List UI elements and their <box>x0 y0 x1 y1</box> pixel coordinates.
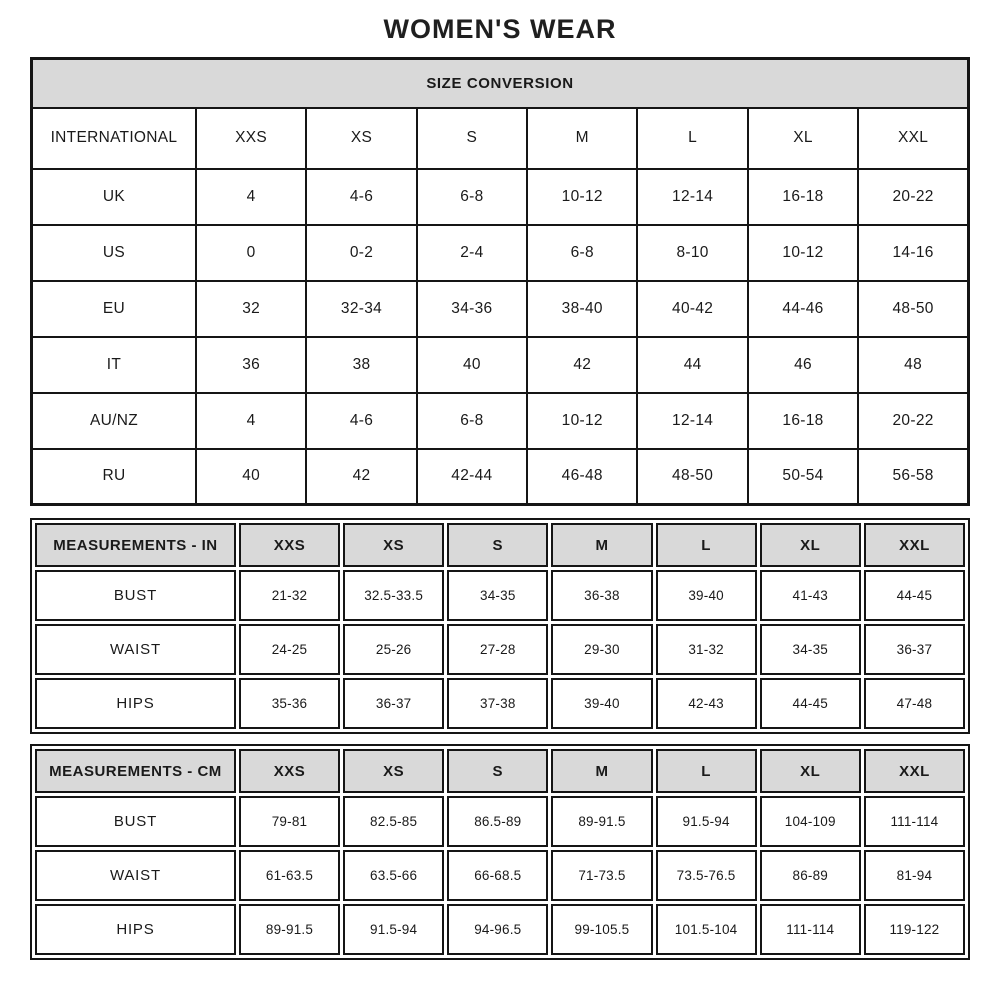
cell-it-xl: 46 <box>748 337 858 393</box>
cell-it-xxl: 48 <box>858 337 968 393</box>
measurements-in-body <box>35 523 965 729</box>
row-label-hips: HIPS <box>35 678 236 729</box>
measurements-in-row-waist <box>35 624 965 675</box>
row-label-us: US <box>32 225 196 281</box>
row-label-it: IT <box>32 337 196 393</box>
cell-hips-l: 42-43 <box>656 678 757 729</box>
cell-ru-m: 46-48 <box>527 449 637 505</box>
cell-uk-xl: 16-18 <box>748 169 858 225</box>
measurements-cm-row-hips <box>35 904 965 955</box>
cell-waist-s: 27-28 <box>447 624 548 675</box>
cell-waist-l: 31-32 <box>656 624 757 675</box>
table-header-measurements-cm: MEASUREMENTS - CM <box>35 749 236 793</box>
row-label-bust: BUST <box>35 796 236 847</box>
cell-it-m: 42 <box>527 337 637 393</box>
cell-bust-m: 89-91.5 <box>551 796 652 847</box>
cell-hips-xl: 44-45 <box>760 678 861 729</box>
cell-it-xs: 38 <box>306 337 416 393</box>
spacer <box>0 734 1000 744</box>
cell-it-l: 44 <box>637 337 747 393</box>
cell-uk-xs: 4-6 <box>306 169 416 225</box>
column-header-m: M <box>551 749 652 793</box>
column-header-xs: XS <box>343 749 444 793</box>
cell-ru-xxl: 56-58 <box>858 449 968 505</box>
cell-bust-xxs: 79-81 <box>239 796 340 847</box>
cell-waist-xxl: 36-37 <box>864 624 965 675</box>
size-row-it <box>32 337 969 393</box>
row-label-waist: WAIST <box>35 850 236 901</box>
measurements-cm-section <box>30 744 970 960</box>
cell-ru-xxs: 40 <box>196 449 306 505</box>
cell-eu-xxs: 32 <box>196 281 306 337</box>
cell-au-nz-s: 6-8 <box>417 393 527 449</box>
cell-uk-m: 10-12 <box>527 169 637 225</box>
size-conversion-body <box>32 59 969 505</box>
column-header-m: M <box>527 108 637 169</box>
measurements-in-header-row <box>35 523 965 567</box>
measurements-cm-row-bust <box>35 796 965 847</box>
cell-bust-xs: 82.5-85 <box>343 796 444 847</box>
size-row-au-nz <box>32 393 969 449</box>
row-label-uk: UK <box>32 169 196 225</box>
column-header-xs: XS <box>343 523 444 567</box>
cell-hips-xl: 111-114 <box>760 904 861 955</box>
cell-us-l: 8-10 <box>637 225 747 281</box>
measurements-cm-body <box>35 749 965 955</box>
table-header-measurements-in: MEASUREMENTS - IN <box>35 523 236 567</box>
cell-hips-s: 37-38 <box>447 678 548 729</box>
row-label-eu: EU <box>32 281 196 337</box>
cell-waist-xs: 63.5-66 <box>343 850 444 901</box>
cell-waist-xxs: 24-25 <box>239 624 340 675</box>
size-row-uk <box>32 169 969 225</box>
cell-uk-s: 6-8 <box>417 169 527 225</box>
cell-eu-l: 40-42 <box>637 281 747 337</box>
column-header-xxs: XXS <box>239 749 340 793</box>
size-row-ru <box>32 449 969 505</box>
column-header-xs: XS <box>306 108 416 169</box>
measurements-in-section <box>30 518 970 734</box>
row-label-au-nz: AU/NZ <box>32 393 196 449</box>
column-header-xl: XL <box>748 108 858 169</box>
cell-au-nz-xxl: 20-22 <box>858 393 968 449</box>
column-header-s: S <box>447 749 548 793</box>
column-header-xxs: XXS <box>239 523 340 567</box>
column-header-xl: XL <box>760 749 861 793</box>
cell-au-nz-xxs: 4 <box>196 393 306 449</box>
column-header-s: S <box>447 523 548 567</box>
cell-bust-m: 36-38 <box>551 570 652 621</box>
cell-uk-xxs: 4 <box>196 169 306 225</box>
cell-waist-xl: 86-89 <box>760 850 861 901</box>
size-conversion-banner: SIZE CONVERSION <box>32 59 969 108</box>
cell-us-xxs: 0 <box>196 225 306 281</box>
cell-bust-l: 91.5-94 <box>656 796 757 847</box>
size-chart-page <box>0 14 1000 960</box>
column-header-l: L <box>656 523 757 567</box>
cell-bust-l: 39-40 <box>656 570 757 621</box>
cell-waist-xxl: 81-94 <box>864 850 965 901</box>
column-header-xl: XL <box>760 523 861 567</box>
cell-waist-m: 71-73.5 <box>551 850 652 901</box>
cell-hips-m: 39-40 <box>551 678 652 729</box>
column-header-xxl: XXL <box>864 749 965 793</box>
cell-au-nz-m: 10-12 <box>527 393 637 449</box>
cell-us-s: 2-4 <box>417 225 527 281</box>
cell-hips-m: 99-105.5 <box>551 904 652 955</box>
cell-waist-xs: 25-26 <box>343 624 444 675</box>
cell-hips-xs: 36-37 <box>343 678 444 729</box>
cell-bust-xxl: 111-114 <box>864 796 965 847</box>
column-header-l: L <box>656 749 757 793</box>
cell-waist-s: 66-68.5 <box>447 850 548 901</box>
cell-hips-xxs: 89-91.5 <box>239 904 340 955</box>
column-header-xxl: XXL <box>864 523 965 567</box>
cell-us-xl: 10-12 <box>748 225 858 281</box>
column-header-l: L <box>637 108 747 169</box>
cell-eu-m: 38-40 <box>527 281 637 337</box>
cell-ru-xl: 50-54 <box>748 449 858 505</box>
cell-hips-xs: 91.5-94 <box>343 904 444 955</box>
size-row-us <box>32 225 969 281</box>
measurements-in-row-bust <box>35 570 965 621</box>
cell-bust-s: 86.5-89 <box>447 796 548 847</box>
cell-uk-xxl: 20-22 <box>858 169 968 225</box>
cell-bust-s: 34-35 <box>447 570 548 621</box>
size-row-eu <box>32 281 969 337</box>
cell-eu-xxl: 48-50 <box>858 281 968 337</box>
cell-bust-xl: 41-43 <box>760 570 861 621</box>
cell-uk-l: 12-14 <box>637 169 747 225</box>
cell-eu-s: 34-36 <box>417 281 527 337</box>
measurements-cm-header-row <box>35 749 965 793</box>
cell-us-xs: 0-2 <box>306 225 416 281</box>
cell-bust-xxl: 44-45 <box>864 570 965 621</box>
cell-ru-xs: 42 <box>306 449 416 505</box>
cell-us-xxl: 14-16 <box>858 225 968 281</box>
page-title: WOMEN'S WEAR <box>383 14 617 44</box>
cell-ru-l: 48-50 <box>637 449 747 505</box>
cell-hips-xxl: 47-48 <box>864 678 965 729</box>
measurements-in-table <box>32 520 968 732</box>
cell-waist-l: 73.5-76.5 <box>656 850 757 901</box>
cell-waist-xl: 34-35 <box>760 624 861 675</box>
cell-waist-m: 29-30 <box>551 624 652 675</box>
cell-us-m: 6-8 <box>527 225 637 281</box>
measurements-cm-table <box>32 746 968 958</box>
cell-it-xxs: 36 <box>196 337 306 393</box>
cell-au-nz-l: 12-14 <box>637 393 747 449</box>
spacer <box>0 506 1000 518</box>
cell-hips-s: 94-96.5 <box>447 904 548 955</box>
cell-ru-s: 42-44 <box>417 449 527 505</box>
row-label-waist: WAIST <box>35 624 236 675</box>
cell-bust-xs: 32.5-33.5 <box>343 570 444 621</box>
row-label-bust: BUST <box>35 570 236 621</box>
cell-it-s: 40 <box>417 337 527 393</box>
row-label-hips: HIPS <box>35 904 236 955</box>
cell-hips-xxs: 35-36 <box>239 678 340 729</box>
cell-au-nz-xs: 4-6 <box>306 393 416 449</box>
column-header-m: M <box>551 523 652 567</box>
size-conversion-table <box>30 57 970 506</box>
column-header-international: INTERNATIONAL <box>32 108 196 169</box>
measurements-cm-row-waist <box>35 850 965 901</box>
cell-hips-xxl: 119-122 <box>864 904 965 955</box>
size-conversion-header-row <box>32 108 969 169</box>
column-header-s: S <box>417 108 527 169</box>
row-label-ru: RU <box>32 449 196 505</box>
size-conversion-section <box>30 57 970 506</box>
cell-eu-xl: 44-46 <box>748 281 858 337</box>
cell-waist-xxs: 61-63.5 <box>239 850 340 901</box>
column-header-xxl: XXL <box>858 108 968 169</box>
cell-hips-l: 101.5-104 <box>656 904 757 955</box>
column-header-xxs: XXS <box>196 108 306 169</box>
cell-bust-xl: 104-109 <box>760 796 861 847</box>
cell-eu-xs: 32-34 <box>306 281 416 337</box>
size-conversion-banner-row <box>32 59 969 108</box>
measurements-in-row-hips <box>35 678 965 729</box>
cell-au-nz-xl: 16-18 <box>748 393 858 449</box>
cell-bust-xxs: 21-32 <box>239 570 340 621</box>
